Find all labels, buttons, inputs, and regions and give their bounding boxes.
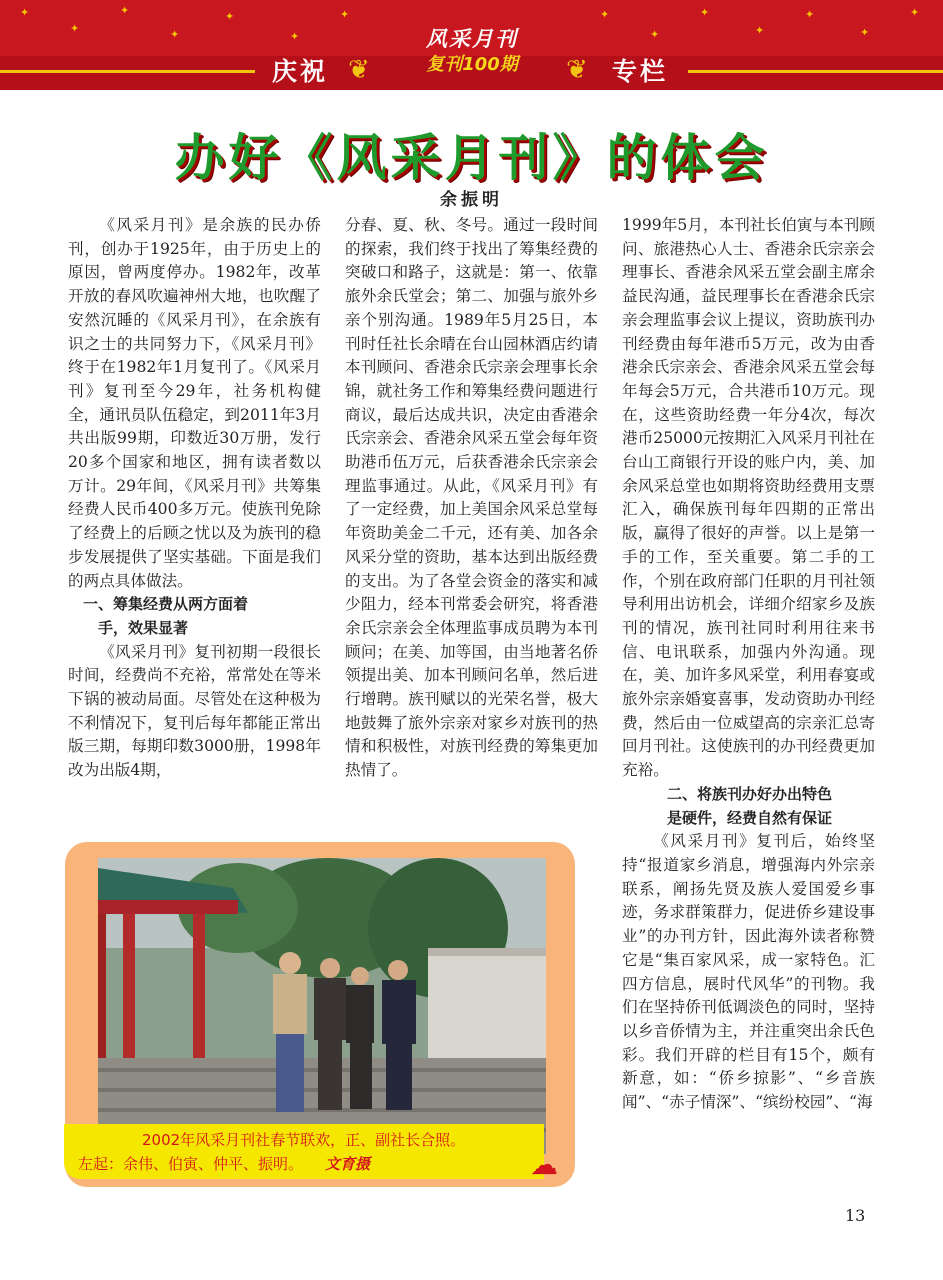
- banner-badge: [388, 24, 556, 86]
- caption-line-2: [78, 1152, 544, 1176]
- section-heading-2-cont: 是硬件，经费自然有保证: [667, 808, 833, 827]
- banner-right-label: 专栏: [612, 57, 669, 86]
- photo-credit: 文育摄: [325, 1155, 371, 1173]
- photo-illustration: [98, 858, 546, 1154]
- caption-people: 左起：余伟、伯寅、仲平、振明。: [78, 1155, 304, 1173]
- caption-line-1: 2002年风采月刊社春节联欢，正、副社长合照。: [142, 1131, 466, 1149]
- column-1: [68, 214, 321, 783]
- swirl-left-icon: ❦: [348, 55, 370, 85]
- banner-left-label: 庆祝: [272, 57, 329, 86]
- paragraph: 分春、夏、秋、冬号。通过一段时间的探索，我们终于找出了筹集经费的突破口和路子，这就是：第一、依靠旅外余氏堂会；第二、加强与旅外乡亲个别沟通。1989年5月25日，本刊时任社长余晴在台山园林酒店约请本刊顾问、香港余氏宗亲会理事长余锦，就社务工作和筹集经费问题进行商议，最后达成共识，决定由香港余氏宗亲会、香港余风采五堂会每年资助港币伍万元，后获香港余氏宗亲会理监事通过。从此，《风采月刊》有了一定经费，加上美国余风采总堂每年资助美金二千元，还有美、加各余风采分堂的资助，基本达到出版经费的支出。为了各堂会资金的落实和减少阻力，经本刊常委会研究，将香港余氏宗亲会全体理监事成员聘为本刊顾问；在美、加等国，由当地著名侨领提出美、加本刊顾问名单，然后进行增聘。族刊赋以的光荣名誉，极大地鼓舞了旅外宗亲对家乡对族刊的热情和积极性，对族刊经费的筹集更加热情了。: [345, 216, 598, 780]
- swirl-right-icon: ❦: [566, 55, 588, 85]
- section-heading-1-cont: 手，效果显著: [98, 618, 189, 637]
- column-2: [345, 214, 598, 783]
- paragraph: 《风采月刊》复刊初期一段很长时间，经费尚不充裕，常常处在等米下锅的被动局面。尽管处在这种极为不利情况下，复刊后每年都能正常出版三期，每期印数3000册，1998年改为出版4期，: [68, 642, 321, 780]
- cloud-ornament-icon: ☁: [530, 1148, 558, 1181]
- paragraph: 《风采月刊》复刊后，始终坚持“报道家乡消息，增强海内外宗亲联系，阐扬先贤及族人爱国爱乡事迹，务求群策群力，促进侨乡建设事业”的办刊方针，因此海外读者称赞它是“集百家风采，成一家特色。汇四方信息，展时代风华”的刊物。我们在坚持侨刊低调淡色的同时，坚持以乡音侨情为主，并注重突出余氏色彩。我们开辟的栏目有15个，颇有新意，如：“侨乡掠影”、“乡音族闻”、“赤子情深”、“缤纷校园”、“海: [622, 832, 875, 1112]
- section-heading-2: 二、将族刊办好办出特色: [667, 784, 833, 803]
- page-number: 13: [845, 1206, 866, 1225]
- photo-caption: [64, 1124, 544, 1179]
- group-photo: [98, 858, 546, 1154]
- banner-rule-left: [0, 70, 255, 73]
- column-3: [622, 214, 875, 1115]
- paragraph: 1999年5月，本刊社长伯寅与本刊顾问、旅港热心人士、香港余氏宗亲会理事长、香港余风采五堂会副主席余益民沟通，益民理事长在香港余氏宗亲会理监事会议上提议，资助族刊办刊经费由每年港币5万元，改为由香港余氏宗亲会、香港余风采五堂会每年每会5万元，合共港币10万元。现在，这些资助经费一年分4次，每次港币25000元按期汇入风采月刊社在台山工商银行开设的账户内，美、加余风采总堂也如期将资助经费用支票汇入，确保族刊每年四期的正常出版，赢得了很好的声誉。以上是第一手的工作，至关重要。第二手的工作，个别在政府部门任职的月刊社领导利用出访机会，详细介绍家乡及族刊的情况，族刊社同时利用往来书信、电讯联系，加强内外沟通。现在，美、加许多风采堂，利用春宴或旅外宗亲婚宴喜事，发动资助办刊经费，然后由一位威望高的宗亲汇总寄回月刊社。这使族刊的办刊经费更加充裕。: [622, 216, 875, 780]
- article-author: 余振明: [440, 190, 503, 210]
- paragraph: 《风采月刊》是余族的民办侨刊，创办于1925年，由于历史上的原因，曾两度停办。1982年，改革开放的春风吹遍神州大地，也吹醒了安然沉睡的《风采月刊》，在余族有识之士的共同努力下，《风采月刊》终于在1982年1月复刊了。《风采月刊》复刊至今29年，社务机构健全，通讯员队伍稳定，到2011年3月共出版99期，印数近30万册，发行20多个国家和地区，拥有读者数以万计。29年间，《风采月刊》共筹集经费人民币400多万元。使族刊免除了经费上的后顾之忧以及为族刊的稳步发展提供了坚实基础。下面是我们的两点具体做法。: [68, 216, 321, 590]
- article-title: 办好《风采月刊》的体会: [174, 129, 769, 187]
- banner-issue: 复刊100期: [426, 54, 518, 75]
- banner-rule-right: [688, 70, 943, 73]
- header-banner: ✦ ✦ ✦ ✦ ✦ ✦ ✦ ✦ ✦ ✦ ✦ ✦ ✦ ✦ 庆祝 专栏 ❦ 风采月刊 复刊100期 ❦: [0, 0, 943, 90]
- section-heading-1: 一、筹集经费从两方面着: [83, 595, 249, 614]
- banner-magazine-name: 风采月刊: [426, 27, 518, 51]
